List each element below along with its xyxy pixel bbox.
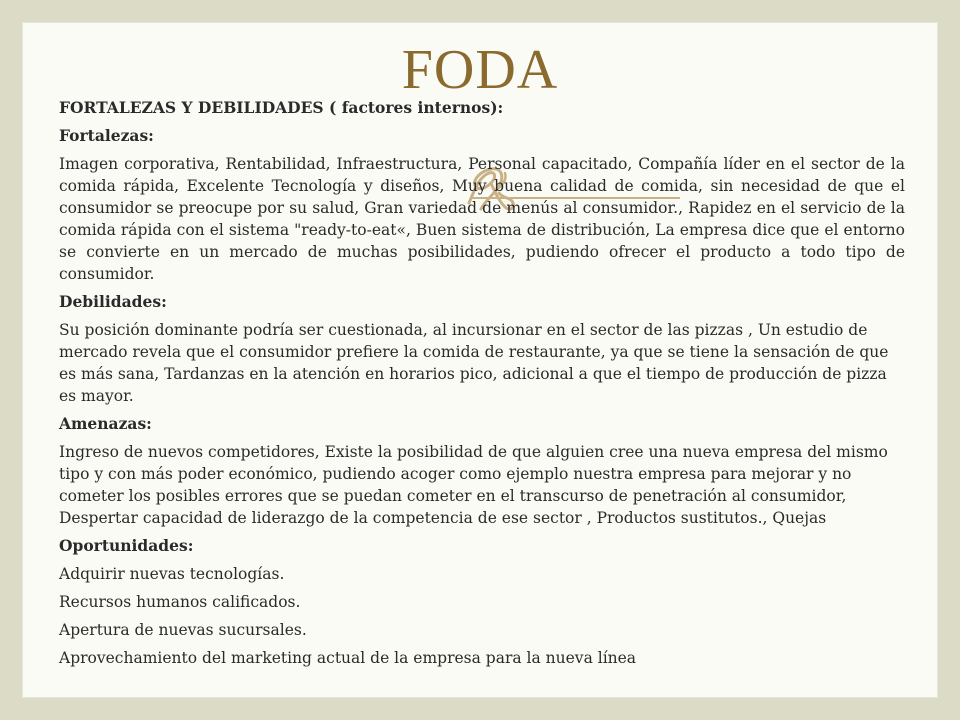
oportunidad-item: Apertura de nuevas sucursales.: [59, 621, 307, 639]
debilidades-label: Debilidades:: [59, 292, 167, 311]
amenazas-text: Ingreso de nuevos competidores, Existe la posibilidad de que alguien cree una nueva empresa del mismo tipo y con más poder económico, pudiendo acoger como ejemplo nuestra empresa para mejorar y no cometer los posibles errores que se puedan cometer en el transcurso de penetración al consumidor, Despertar capacidad de liderazgo de la competencia de ese sector , Productos sustitutos., Quejas: [59, 443, 888, 527]
section-header: FORTALEZAS Y DEBILIDADES ( factores internos):: [59, 98, 504, 117]
fortalezas-text: Imagen corporativa, Rentabilidad, Infraestructura, Personal capacitado, Compañía líder en el sector de la comida rápida, Excelente Tecnología y diseños, Muy buena calidad de comida, sin necesidad de que el consumidor se preocupe por su salud, Gran variedad de menús al consumidor., Rapidez en el servicio de la comida rápida con el sistema "ready-to-eat«, Buen sistema de distribución, La empresa dice que el entorno se convierte en un mercado de muchas posibilidades, pudiendo ofrecer el producto a todo tipo de consumidor.: [59, 155, 905, 283]
oportunidad-item: Recursos humanos calificados.: [59, 593, 301, 611]
slide-title: FODA: [401, 39, 559, 101]
oportunidad-item: Adquirir nuevas tecnologías.: [59, 565, 285, 583]
slide-body: [59, 97, 905, 669]
debilidades-text: Su posición dominante podría ser cuestionada, al incursionar en el sector de las pizzas , Un estudio de mercado revela que el consumidor prefiere la comida de restaurante, ya que se tiene la sensación de que es más sana, Tardanzas en la atención en horarios pico, adicional a que el tiempo de producción de pizza es mayor.: [59, 321, 889, 405]
oportunidad-item: Aprovechamiento del marketing actual de la empresa para la nueva línea: [59, 649, 637, 667]
amenazas-label: Amenazas:: [59, 414, 152, 433]
oportunidades-label: Oportunidades:: [59, 536, 194, 555]
fortalezas-label: Fortalezas:: [59, 126, 154, 145]
